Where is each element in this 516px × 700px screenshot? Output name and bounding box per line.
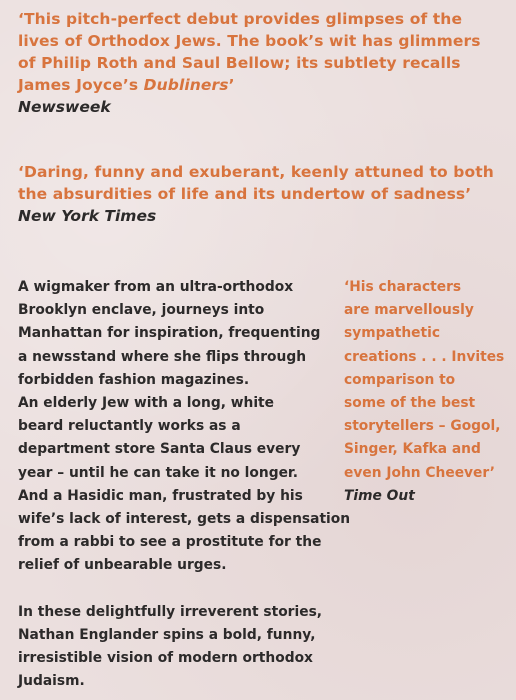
quote-line: the absurdities of life and its undertow of sadness’ [18, 185, 472, 203]
quote-line: storytellers – Gogol, [344, 418, 501, 435]
quote-source: Newsweek [18, 98, 111, 116]
quote-line: ‘This pitch-perfect debut provides glimpses of the [18, 10, 463, 28]
quote-source: New York Times [18, 207, 157, 225]
quote-line: are marvellously [344, 302, 474, 319]
blurb-line: wife’s lack of interest, gets a dispensation [18, 511, 351, 528]
quote-line: ‘His characters [344, 279, 462, 295]
blurb-text [18, 276, 351, 693]
quote-line: lives of Orthodox Jews. The book’s wit has glimmers [18, 32, 481, 50]
blurb-line: beard reluctantly works as a [18, 418, 241, 435]
quote-line: comparison to [344, 371, 456, 388]
blurb-line: a newsstand where she flips through [18, 348, 307, 365]
review-quote-time-out [344, 276, 514, 508]
blurb-line: A wigmaker from an ultra-orthodox [18, 279, 294, 295]
review-quote-nyt [18, 161, 508, 227]
blurb-line: Nathan Englander spins a bold, funny, [18, 626, 316, 643]
quote-line: of Philip Roth and Saul Bellow; its subtlety recalls [18, 54, 461, 72]
quote-line: ‘Daring, funny and exuberant, keenly attuned to both [18, 163, 494, 181]
blurb-line: irresistible vision of modern orthodox [18, 650, 313, 667]
review-quote-newsweek [18, 8, 508, 118]
quote-line: some of the best [344, 395, 476, 412]
quote-text [344, 276, 514, 485]
blurb-line: Brooklyn enclave, journeys into [18, 302, 265, 319]
blurb-line: Judaism. [18, 673, 85, 690]
quote-line: sympathetic [344, 325, 441, 342]
blurb-line: In these delightfully irreverent stories, [18, 603, 323, 620]
quote-text [18, 8, 508, 96]
blurb-line: department store Santa Claus every [18, 441, 301, 458]
blurb-line: from a rabbi to see a prostitute for the [18, 534, 322, 551]
blurb-line: year – until he can take it no longer. [18, 464, 299, 481]
blurb-paragraph-2 [18, 601, 338, 694]
quote-line-suffix: ’ [228, 76, 235, 94]
blurb-line: An elderly Jew with a long, white [18, 395, 275, 412]
quote-source: Time Out [344, 487, 415, 504]
blurb-line: And a Hasidic man, frustrated by his [18, 487, 303, 504]
quote-line-last [18, 74, 508, 96]
quote-line: creations . . . Invites [344, 348, 505, 365]
book-title-dubliners: Dubliners [143, 76, 229, 94]
blurb-paragraph-1 [18, 276, 351, 578]
quote-line: Singer, Kafka and [344, 441, 481, 458]
quote-line: even John Cheever’ [344, 464, 496, 481]
blurb-line: relief of unbearable urges. [18, 557, 227, 574]
blurb-line: forbidden fashion magazines. [18, 371, 250, 388]
quote-text [18, 161, 508, 205]
blurb-line: Manhattan for inspiration, frequenting [18, 325, 321, 342]
quote-line-prefix: James Joyce’s [18, 76, 144, 94]
